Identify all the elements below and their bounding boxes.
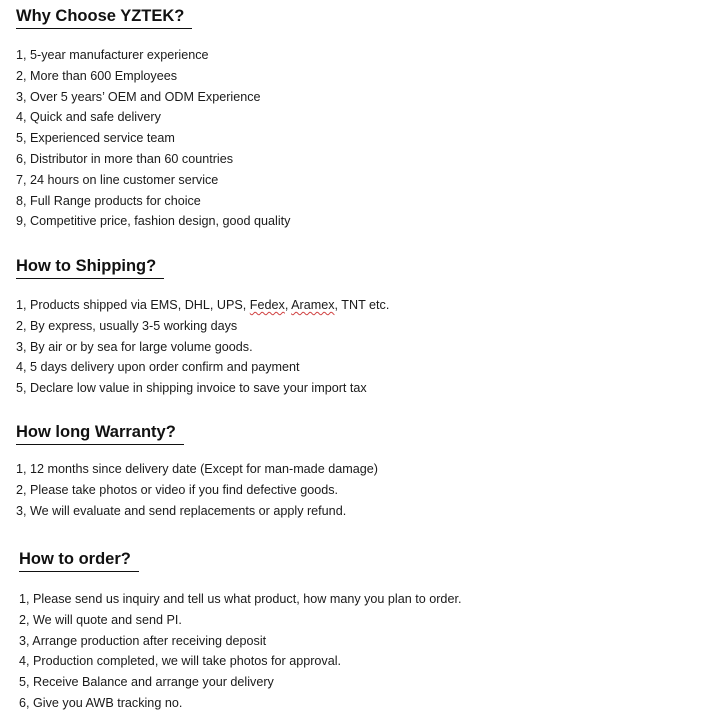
list-item: 9, Competitive price, fashion design, good quality: [16, 214, 291, 229]
list-item: 7, 24 hours on line customer service: [16, 172, 219, 187]
list-item: 2, More than 600 Employees: [16, 68, 178, 83]
list-item: 4, Quick and safe delivery: [16, 110, 161, 125]
list-item: 5, Experienced service team: [16, 131, 175, 146]
shipping-list: [16, 295, 389, 399]
warranty-section: [16, 422, 378, 521]
list-item: 3, Arrange production after receiving deposit: [19, 633, 267, 648]
list-item: 5, Receive Balance and arrange your delivery: [19, 675, 274, 690]
list-item: 1, 12 months since delivery date (Except for man-made damage): [16, 462, 378, 476]
list-item: 3, By air or by sea for large volume goods.: [16, 339, 253, 354]
spellcheck-word-fedex: Fedex: [249, 298, 285, 312]
spellcheck-word-aramex: Aramex: [291, 298, 335, 312]
order-list: [19, 589, 461, 714]
why-choose-heading: Why Choose YZTEK?: [16, 6, 192, 29]
shipping-item-separator: ,: [284, 298, 292, 312]
list-item: 2, We will quote and send PI.: [19, 612, 182, 627]
list-item: [16, 295, 389, 316]
list-item: 4, Production completed, we will take photos for approval.: [19, 654, 342, 669]
shipping-heading: How to Shipping?: [16, 256, 164, 279]
list-item: 5, Declare low value in shipping invoice to save your import tax: [16, 381, 367, 396]
order-section: [19, 549, 461, 714]
order-heading: How to order?: [19, 549, 139, 572]
list-item: 2, Please take photos or video if you find defective goods.: [16, 482, 339, 497]
shipping-section: [16, 256, 389, 399]
list-item: 1, Please send us inquiry and tell us what product, how many you plan to order.: [19, 592, 462, 606]
list-item: 4, 5 days delivery upon order confirm and payment: [16, 360, 300, 375]
list-item: 6, Give you AWB tracking no.: [19, 695, 183, 710]
list-item: 6, Distributor in more than 60 countries: [16, 151, 233, 166]
shipping-item-suffix: , TNT etc.: [334, 298, 390, 312]
why-choose-section: [16, 6, 290, 232]
list-item: 8, Full Range products for choice: [16, 193, 201, 208]
shipping-item-text: 1, Products shipped via EMS, DHL, UPS,: [16, 298, 250, 312]
warranty-heading: How long Warranty?: [16, 422, 184, 445]
list-item: 2, By express, usually 3-5 working days: [16, 318, 238, 333]
list-item: 3, Over 5 years’ OEM and ODM Experience: [16, 89, 261, 104]
list-item: 1, 5-year manufacturer experience: [16, 48, 209, 62]
list-item: 3, We will evaluate and send replacements or apply refund.: [16, 503, 347, 518]
why-choose-list: [16, 45, 290, 232]
warranty-list: [16, 459, 378, 521]
